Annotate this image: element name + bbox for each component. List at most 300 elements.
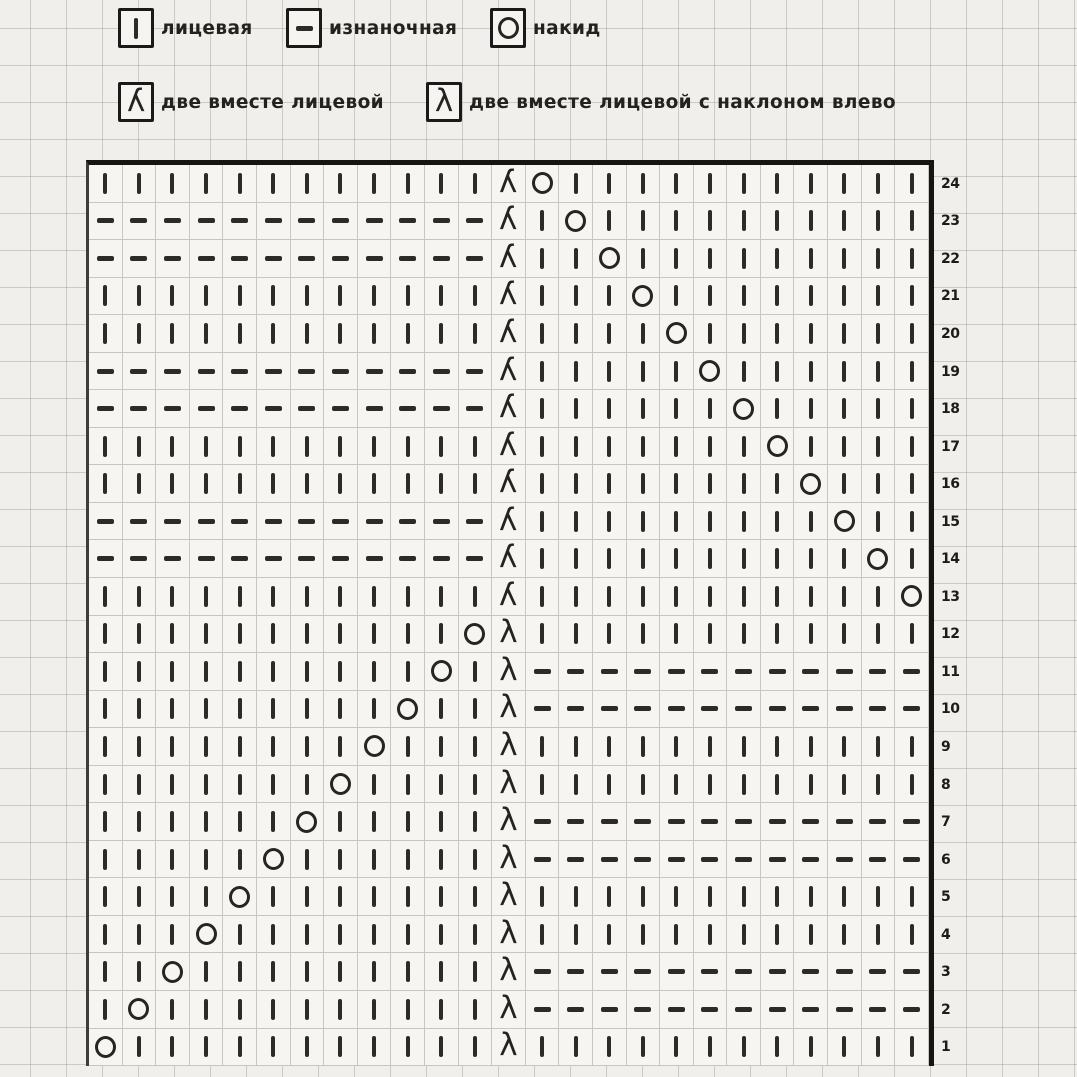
chart-cell [794, 353, 828, 391]
knit-icon [540, 248, 544, 269]
knit-icon [406, 661, 410, 682]
ssk-icon: λ [499, 689, 518, 726]
chart-cell [391, 353, 425, 391]
row-number: 5 [941, 889, 951, 906]
chart-cell [526, 315, 560, 353]
purl-icon [231, 256, 248, 261]
knit-icon [674, 623, 678, 644]
knit-icon [238, 285, 242, 306]
chart-cell [694, 540, 728, 578]
knit-icon [204, 886, 208, 907]
chart-cell [895, 540, 929, 578]
knit-icon [574, 586, 578, 607]
chart-cell [291, 803, 325, 841]
purl-icon [802, 706, 819, 711]
chart-cell [794, 465, 828, 503]
chart-cell [492, 841, 526, 879]
knit-icon [238, 736, 242, 757]
legend-item-dec-left [426, 81, 896, 123]
chart-cell [156, 540, 190, 578]
chart-cell [190, 953, 224, 991]
knit-icon [338, 736, 342, 757]
knit-icon [910, 473, 914, 494]
knit-icon [574, 1036, 578, 1057]
chart-cell [391, 578, 425, 616]
knit-icon [674, 285, 678, 306]
knit-icon [305, 698, 309, 719]
chart-cell [123, 991, 157, 1029]
chart-cell [559, 465, 593, 503]
knit-icon [641, 511, 645, 532]
legend-item-dec-right [118, 81, 384, 123]
knit-icon [305, 849, 309, 870]
chart-cell [627, 428, 661, 466]
ssk-icon: λ [499, 614, 518, 651]
chart-cell [828, 991, 862, 1029]
knit-icon [742, 473, 746, 494]
chart-cell [89, 203, 123, 241]
row-number: 13 [941, 588, 960, 605]
chart-cell [492, 428, 526, 466]
chart-cell [559, 390, 593, 428]
knit-icon [204, 736, 208, 757]
chart-cell [727, 540, 761, 578]
chart-cell [358, 691, 392, 729]
knit-icon [170, 886, 174, 907]
chart-cell [425, 465, 459, 503]
knit-icon [842, 623, 846, 644]
chart-cell [223, 653, 257, 691]
chart-cell [89, 278, 123, 316]
k2tog-icon: λ [499, 163, 518, 200]
chart-cell [190, 240, 224, 278]
knit-icon [607, 586, 611, 607]
knit-icon [674, 548, 678, 569]
knit-icon [708, 248, 712, 269]
chart-cell [727, 953, 761, 991]
knit-icon [910, 736, 914, 757]
knit-icon [674, 1036, 678, 1057]
chart-cell [123, 653, 157, 691]
purl-icon [164, 556, 181, 561]
chart-cell [123, 841, 157, 879]
chart-cell [694, 428, 728, 466]
chart-cell [123, 465, 157, 503]
purl-icon [567, 669, 584, 674]
chart-cell [526, 803, 560, 841]
chart-cell [358, 766, 392, 804]
knit-icon [809, 210, 813, 231]
knit-icon [439, 774, 443, 795]
purl-icon [466, 369, 483, 374]
knit-icon [338, 1036, 342, 1057]
knit-icon [372, 811, 376, 832]
knit-icon [708, 886, 712, 907]
chart-cell [123, 803, 157, 841]
chart-cell [257, 991, 291, 1029]
knit-icon [170, 285, 174, 306]
knit-icon [775, 398, 779, 419]
knit-icon [406, 811, 410, 832]
purl-icon [869, 857, 886, 862]
knit-icon [204, 698, 208, 719]
knit-icon [103, 285, 107, 306]
chart-cell [559, 766, 593, 804]
row-number: 16 [941, 476, 960, 493]
knit-icon [574, 924, 578, 945]
chart-cell [660, 953, 694, 991]
chart-cell [89, 315, 123, 353]
knit-icon [674, 436, 678, 457]
chart-cell [291, 878, 325, 916]
chart-cell [223, 578, 257, 616]
chart-cell [425, 390, 459, 428]
k2tog-icon: λ [499, 539, 518, 576]
chart-cell [727, 315, 761, 353]
chart-cell [358, 916, 392, 954]
chart-cell [156, 878, 190, 916]
chart-cell [358, 428, 392, 466]
knit-icon [238, 999, 242, 1020]
knit-icon [204, 999, 208, 1020]
chart-cell [492, 1029, 526, 1067]
knit-icon [271, 661, 275, 682]
knit-icon [473, 849, 477, 870]
knit-icon [305, 436, 309, 457]
knit-icon [607, 736, 611, 757]
chart-cell [559, 353, 593, 391]
knit-icon [439, 811, 443, 832]
knit-icon [574, 323, 578, 344]
knit-icon [607, 924, 611, 945]
k2tog-icon: λ [499, 313, 518, 350]
chart-cell [425, 240, 459, 278]
chart-cell [895, 953, 929, 991]
purl-icon [265, 519, 282, 524]
knit-icon [674, 736, 678, 757]
chart-cell [358, 578, 392, 616]
chart-cell [660, 278, 694, 316]
chart-cell [223, 540, 257, 578]
chart-cell [862, 165, 896, 203]
chart-cell [794, 953, 828, 991]
chart-cell [257, 728, 291, 766]
chart-cell [324, 953, 358, 991]
purl-icon [903, 969, 920, 974]
purl-icon [231, 218, 248, 223]
knit-icon [910, 1036, 914, 1057]
chart-cell [627, 991, 661, 1029]
knit-icon [842, 248, 846, 269]
ssk-icon: λ [499, 802, 518, 839]
chart-cell [324, 578, 358, 616]
chart-cell [425, 540, 459, 578]
chart-cell [559, 428, 593, 466]
purl-icon [903, 857, 920, 862]
knit-icon [137, 623, 141, 644]
chart-cell [257, 841, 291, 879]
purl-icon [634, 857, 651, 862]
knit-icon [439, 285, 443, 306]
chart-cell [559, 578, 593, 616]
knit-icon [775, 736, 779, 757]
chart-cell [324, 428, 358, 466]
chart-cell [257, 1029, 291, 1067]
chart-cell [559, 315, 593, 353]
chart-cell [123, 953, 157, 991]
chart-cell [291, 203, 325, 241]
chart-cell [526, 165, 560, 203]
knit-icon [204, 436, 208, 457]
chart-cell [694, 766, 728, 804]
dec-right-symbol-box [118, 82, 154, 122]
chart-cell [593, 465, 627, 503]
knit-icon [137, 586, 141, 607]
knit-icon [775, 210, 779, 231]
knit-icon [170, 323, 174, 344]
chart-cell [89, 916, 123, 954]
chart-cell [156, 953, 190, 991]
knit-icon [775, 248, 779, 269]
knit-icon [137, 961, 141, 982]
knit-icon [876, 173, 880, 194]
purl-icon [433, 519, 450, 524]
knit-icon [540, 586, 544, 607]
chart-cell [593, 691, 627, 729]
chart-cell [89, 803, 123, 841]
chart-cell [794, 616, 828, 654]
knit-icon [775, 173, 779, 194]
chart-cell [492, 653, 526, 691]
knit-symbol-box [118, 8, 154, 48]
chart-cell [694, 390, 728, 428]
purl-icon [366, 256, 383, 261]
knit-icon [842, 361, 846, 382]
knit-icon [674, 924, 678, 945]
purl-icon [567, 819, 584, 824]
knit-icon [170, 736, 174, 757]
chart-cell [593, 728, 627, 766]
chart-cell [694, 916, 728, 954]
knit-icon [842, 210, 846, 231]
chart-cell [526, 616, 560, 654]
knit-icon [338, 473, 342, 494]
knit-icon [439, 473, 443, 494]
purl-icon [231, 556, 248, 561]
chart-cell [123, 278, 157, 316]
chart-cell [156, 691, 190, 729]
knit-icon [406, 736, 410, 757]
knit-icon [876, 736, 880, 757]
knit-icon [103, 774, 107, 795]
chart-cell [156, 728, 190, 766]
chart-cell [123, 315, 157, 353]
purl-icon [534, 669, 551, 674]
purl-icon [433, 406, 450, 411]
ssk-icon: λ [499, 877, 518, 914]
chart-cell [694, 503, 728, 541]
chart-cell [694, 653, 728, 691]
knit-icon [809, 436, 813, 457]
knit-icon [204, 961, 208, 982]
yarn-over-icon [397, 698, 418, 720]
chart-cell [593, 653, 627, 691]
chart-cell [223, 165, 257, 203]
knit-icon [641, 886, 645, 907]
chart-cell [895, 578, 929, 616]
knit-icon [708, 511, 712, 532]
chart-cell [794, 240, 828, 278]
knit-icon [338, 886, 342, 907]
knit-icon [271, 736, 275, 757]
knit-icon [238, 323, 242, 344]
chart-cell [190, 390, 224, 428]
chart-cell [761, 390, 795, 428]
knit-icon [742, 924, 746, 945]
chart-cell [291, 1029, 325, 1067]
purl-icon [231, 406, 248, 411]
chart-cell [257, 653, 291, 691]
chart-cell [257, 315, 291, 353]
knit-icon [574, 361, 578, 382]
knit-icon [439, 736, 443, 757]
knit-icon [607, 774, 611, 795]
purl-icon [97, 369, 114, 374]
purl-icon [198, 406, 215, 411]
chart-cell [761, 1029, 795, 1067]
chart-cell [694, 203, 728, 241]
chart-cell [190, 203, 224, 241]
chart-cell [324, 465, 358, 503]
chart-cell [526, 766, 560, 804]
knit-icon [842, 1036, 846, 1057]
chart-cell [459, 953, 493, 991]
knit-icon [473, 886, 477, 907]
knit-icon [742, 210, 746, 231]
knit-icon [238, 661, 242, 682]
chart-cell [89, 540, 123, 578]
purl-icon [164, 369, 181, 374]
knit-icon [137, 173, 141, 194]
purl-icon [634, 706, 651, 711]
chart-cell [190, 428, 224, 466]
chart-cell [559, 953, 593, 991]
knit-icon [641, 436, 645, 457]
knit-icon [271, 774, 275, 795]
chart-cell [492, 916, 526, 954]
knit-icon [103, 886, 107, 907]
chart-cell [727, 653, 761, 691]
chart-cell [223, 803, 257, 841]
chart-cell [828, 315, 862, 353]
knit-icon [708, 473, 712, 494]
knit-icon [742, 436, 746, 457]
chart-cell [324, 878, 358, 916]
chart-cell [89, 165, 123, 203]
row-number: 18 [941, 401, 960, 418]
knit-icon [809, 586, 813, 607]
chart-cell [627, 766, 661, 804]
chart-cell [425, 278, 459, 316]
purl-icon [433, 256, 450, 261]
knit-icon [540, 736, 544, 757]
ssk-icon: λ [499, 764, 518, 801]
knit-icon [809, 361, 813, 382]
purl-icon [466, 556, 483, 561]
chart-cell [895, 165, 929, 203]
chart-cell [123, 691, 157, 729]
chart-cell [492, 991, 526, 1029]
knit-icon [338, 849, 342, 870]
chart-cell [828, 428, 862, 466]
row-number: 14 [941, 551, 960, 568]
chart-cell [526, 691, 560, 729]
purl-icon [198, 519, 215, 524]
purl-icon [802, 819, 819, 824]
ssk-icon: λ [499, 839, 518, 876]
knit-icon [271, 623, 275, 644]
chart-cell [123, 540, 157, 578]
chart-cell [627, 203, 661, 241]
purl-icon [869, 1007, 886, 1012]
chart-cell [627, 728, 661, 766]
knit-icon [708, 173, 712, 194]
knit-icon [641, 924, 645, 945]
chart-cell [862, 653, 896, 691]
knit-icon [170, 924, 174, 945]
knit-icon [809, 623, 813, 644]
chart-cell [291, 278, 325, 316]
chart-cell [156, 165, 190, 203]
row-number: 2 [941, 1001, 951, 1018]
chart-cell [324, 803, 358, 841]
knit-icon [103, 173, 107, 194]
purl-icon [769, 669, 786, 674]
purl-icon [802, 857, 819, 862]
knit-icon [305, 586, 309, 607]
chart-cell [660, 503, 694, 541]
chart-cell [257, 803, 291, 841]
legend-label-purl: изнаночная [329, 17, 458, 39]
ssk-icon: λ [499, 651, 518, 688]
purl-icon [534, 1007, 551, 1012]
chart-cell [828, 653, 862, 691]
chart-cell [627, 841, 661, 879]
purl-icon [534, 706, 551, 711]
knit-icon [372, 698, 376, 719]
knit-icon [338, 811, 342, 832]
knit-icon [338, 623, 342, 644]
chart-cell [828, 691, 862, 729]
chart-cell [459, 616, 493, 654]
knit-icon [607, 511, 611, 532]
chart-cell [526, 878, 560, 916]
chart-cell [358, 878, 392, 916]
chart-cell [694, 953, 728, 991]
knit-icon [271, 173, 275, 194]
knit-icon [473, 999, 477, 1020]
chart-cell [324, 916, 358, 954]
chart-cell [593, 165, 627, 203]
chart-cell [492, 616, 526, 654]
knit-icon [204, 285, 208, 306]
purl-icon [366, 406, 383, 411]
chart-cell [459, 540, 493, 578]
purl-icon [769, 706, 786, 711]
chart-cell [862, 278, 896, 316]
chart-cell [257, 766, 291, 804]
chart-cell [694, 878, 728, 916]
